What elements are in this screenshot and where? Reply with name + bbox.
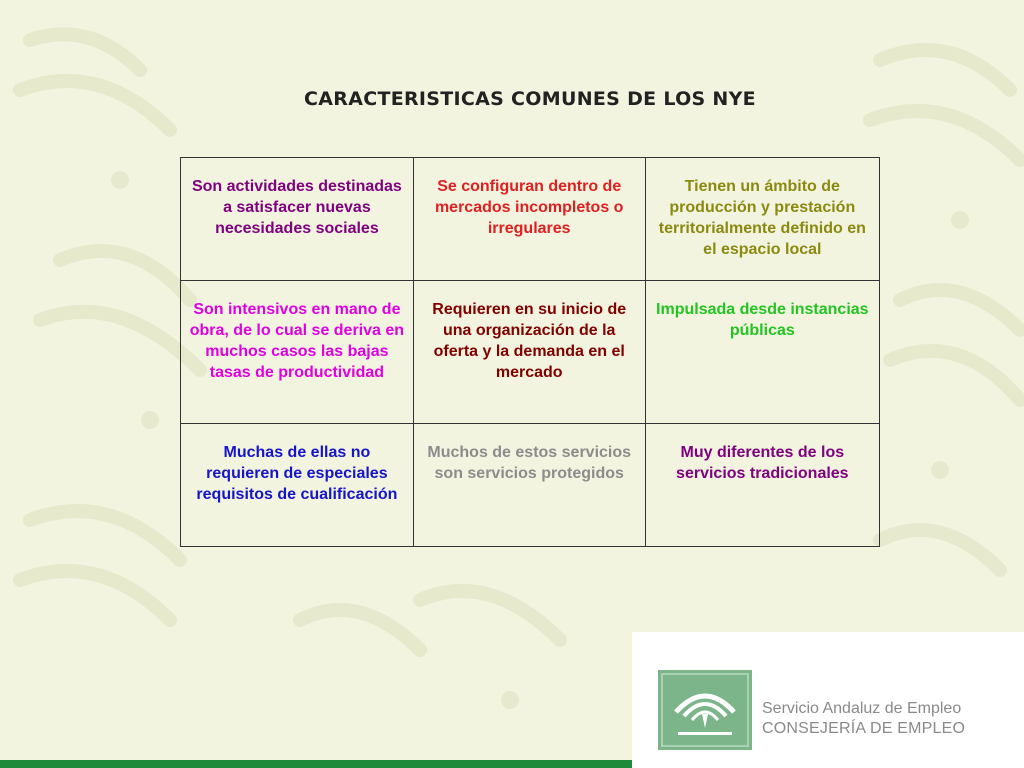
logo-organization-name: Servicio Andaluz de Empleo — [762, 700, 962, 717]
table-cell: Son intensivos en mano de obra, de lo cual se deriva en muchos casos las bajas tasas de productividad — [181, 281, 414, 424]
bottom-accent-bar — [0, 760, 632, 768]
table-cell: Requieren en su inicio de una organización de la oferta y la demanda en el mercado — [413, 281, 645, 424]
characteristics-table — [180, 157, 880, 547]
junta-andalucia-logo-icon — [658, 670, 752, 750]
footer-logo-area — [632, 632, 1024, 768]
table-cell: Impulsada desde instancias públicas — [645, 281, 879, 424]
table-cell: Se configuran dentro de mercados incompletos o irregulares — [413, 158, 645, 281]
table-cell: Muchos de estos servicios son servicios protegidos — [413, 424, 645, 547]
table-cell: Son actividades destinadas a satisfacer nuevas necesidades sociales — [181, 158, 414, 281]
table-cell: Muchas de ellas no requieren de especiales requisitos de cualificación — [181, 424, 414, 547]
page-title: CARACTERISTICAS COMUNES DE LOS NYE — [304, 88, 756, 110]
table-cell: Tienen un ámbito de producción y prestación territorialmente definido en el espacio local — [645, 158, 879, 281]
table-row — [181, 158, 880, 281]
table-row — [181, 281, 880, 424]
table-row — [181, 424, 880, 547]
table-cell: Muy diferentes de los servicios tradicionales — [645, 424, 879, 547]
logo-department-name: CONSEJERÍA DE EMPLEO — [762, 720, 966, 737]
